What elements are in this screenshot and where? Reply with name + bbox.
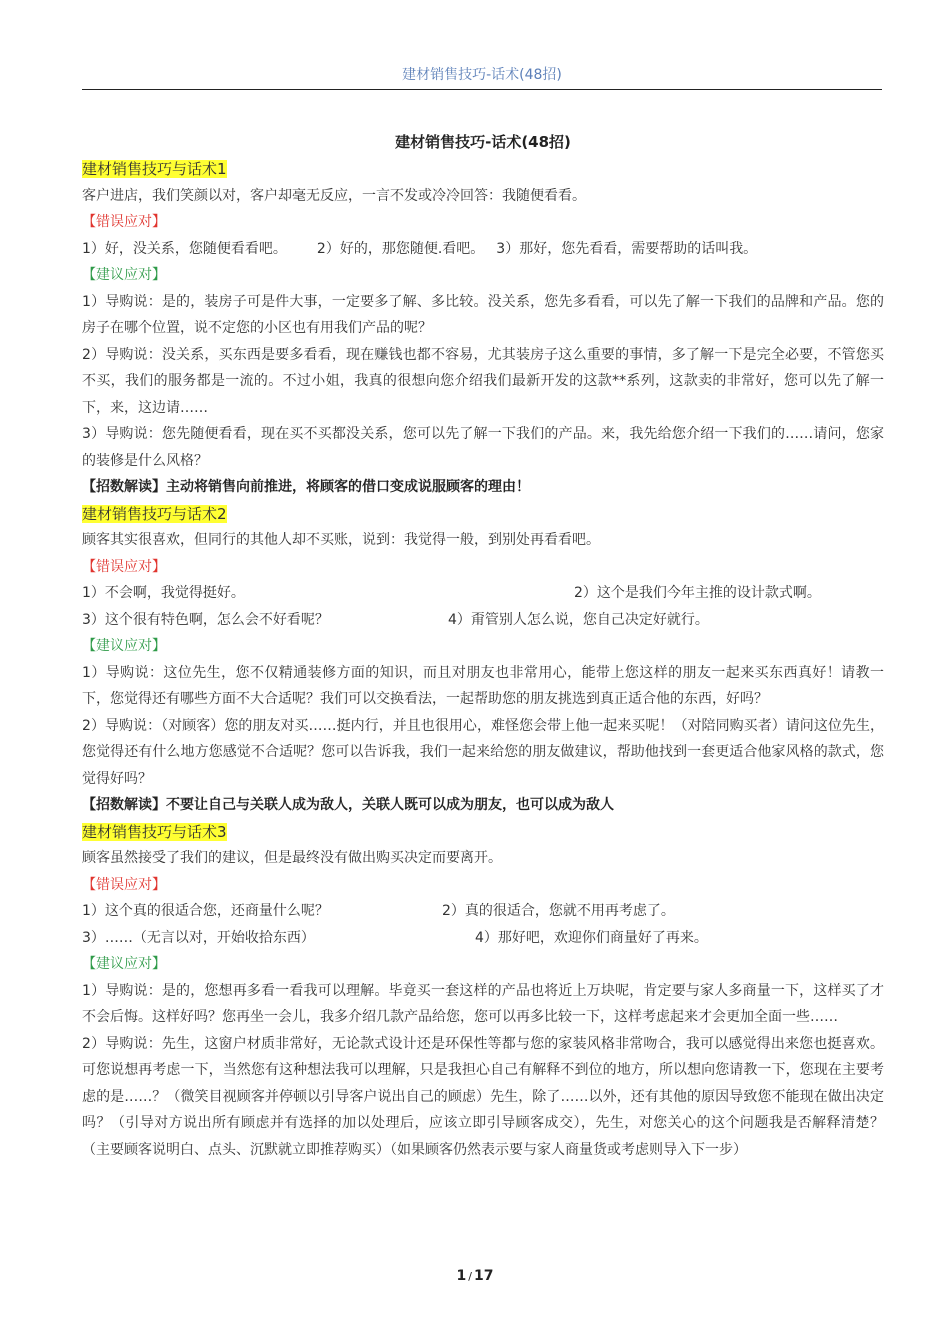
page-number: 1 / 17	[456, 1268, 494, 1284]
current-page: 1	[456, 1268, 467, 1284]
suggest-label: 【建议应对】	[82, 956, 166, 972]
total-pages: 17	[473, 1268, 494, 1284]
section-heading: 建材销售技巧与话术3	[82, 822, 227, 841]
suggest-response: 1）导购说：这位先生，您不仅精通装修方面的知识，而且对朋友也非常用心，能带上您这样的朋友一起来买东西真好！请教一下，您觉得还有哪些方面不大合适呢？我们可以交换看法，一起帮助您的朋友挑选到真正适合他的东西，好吗？	[82, 664, 884, 707]
suggest-response: 2）导购说：先生，这窗户材质非常好，无论款式设计还是环保性等都与您的家装风格非常吻合，我可以感觉得出来您也挺喜欢。可您说想再考虑一下，当然您有这种想法我可以理解，只是我担心自己有解释不到位的地方，所以想向您请教一下，您现在主要考虑的是……？（微笑目视顾客并停顿以引导客户说出自己的顾虑）先生，除了……以外，还有其他的原因导致您不能现在做出决定吗？（引导对方说出所有顾虑并有选择的加以处理后，应该立即引导顾客成交），先生，对您关心的这个问题我是否解释清楚？（主要顾客说明白、点头、沉默就立即推荐购买）（如果顾客仍然表示要与家人商量货或考虑则导入下一步）	[82, 1035, 884, 1158]
wrong-responses: 1）不会啊，我觉得挺好。 2）这个是我们今年主推的设计款式啊。	[82, 585, 821, 601]
section-heading: 建材销售技巧与话术2	[82, 504, 227, 523]
suggest-response: 2）导购说：没关系，买东西是要多看看，现在赚钱也都不容易，尤其装房子这么重要的事情，多了解一下是完全必要，不管您买不买，我们的服务都是一流的。不过小姐，我真的很想向您介绍我们最新开发的这款**系列，这款卖的非常好，您可以先了解一下，来，这边请……	[82, 346, 884, 416]
tip: 【招数解读】主动将销售向前推进，将顾客的借口变成说服顾客的理由！	[82, 479, 530, 495]
suggest-response: 1）导购说：是的，您想再多看一看我可以理解。毕竟买一套这样的产品也将近上万块呢，肯定要与家人多商量一下，这样买了才不会后悔。这样好吗？您再坐一会儿，我多介绍几款产品给您，您可以再多比较一下，这样考虑起来才会更加全面一些……	[82, 982, 884, 1025]
tip: 【招数解读】不要让自己与关联人成为敌人，关联人既可以成为朋友，也可以成为敌人	[82, 797, 614, 813]
suggest-response: 3）导购说：您先随便看看，现在买不买都没关系，您可以先了解一下我们的产品。来，我先给您介绍一下我们的……请问，您家的装修是什么风格？	[82, 426, 884, 469]
wrong-label: 【错误应对】	[82, 876, 166, 893]
suggest-response: 1）导购说：是的，装房子可是件大事，一定要多了解、多比较。没关系，您先多看看，可以先了解一下我们的品牌和产品。您的房子在哪个位置，说不定您的小区也有用我们产品的呢？	[82, 293, 884, 336]
running-header: 建材销售技巧-话术(48招)	[402, 67, 562, 83]
document-title: 建材销售技巧-话术(48招)	[395, 133, 571, 151]
document-body	[82, 130, 884, 1163]
wrong-responses: 3）这个很有特色啊，怎么会不好看呢？ 4）甭管别人怎么说，您自己决定好就行。	[82, 611, 709, 628]
wrong-responses: 3）……（无言以对，开始收拾东西） 4）那好吧，欢迎你们商量好了再来。	[82, 929, 708, 946]
header-rule	[82, 89, 882, 90]
section-heading: 建材销售技巧与话术1	[82, 160, 227, 178]
scenario: 顾客虽然接受了我们的建议，但是最终没有做出购买决定而要离开。	[82, 850, 502, 866]
suggest-response: 2）导购说：（对顾客）您的朋友对买……挺内行，并且也很用心，难怪您会带上他一起来买呢！（对陪同购买者）请问这位先生，您觉得还有什么地方您感觉不合适呢？您可以告诉我，我们一起来给您的朋友做建议，帮助他找到一套更适合他家风格的款式，您觉得好吗？	[82, 717, 884, 787]
scenario: 顾客其实很喜欢，但同行的其他人却不买账，说到：我觉得一般，到别处再看看吧。	[82, 532, 600, 548]
scenario: 客户进店，我们笑颜以对，客户却毫无反应，一言不发或冷冷回答：我随便看看。	[82, 187, 586, 204]
wrong-responses: 1）这个真的很适合您，还商量什么呢？ 2）真的很适合，您就不用再考虑了。	[82, 903, 675, 919]
wrong-responses: 1）好，没关系，您随便看看吧。 2）好的，那您随便.看吧。 3）那好，您先看看，需要帮助的话叫我。	[82, 240, 758, 257]
suggest-label: 【建议应对】	[82, 267, 166, 283]
suggest-label: 【建议应对】	[82, 638, 166, 654]
wrong-label: 【错误应对】	[82, 214, 166, 230]
wrong-label: 【错误应对】	[82, 558, 166, 575]
